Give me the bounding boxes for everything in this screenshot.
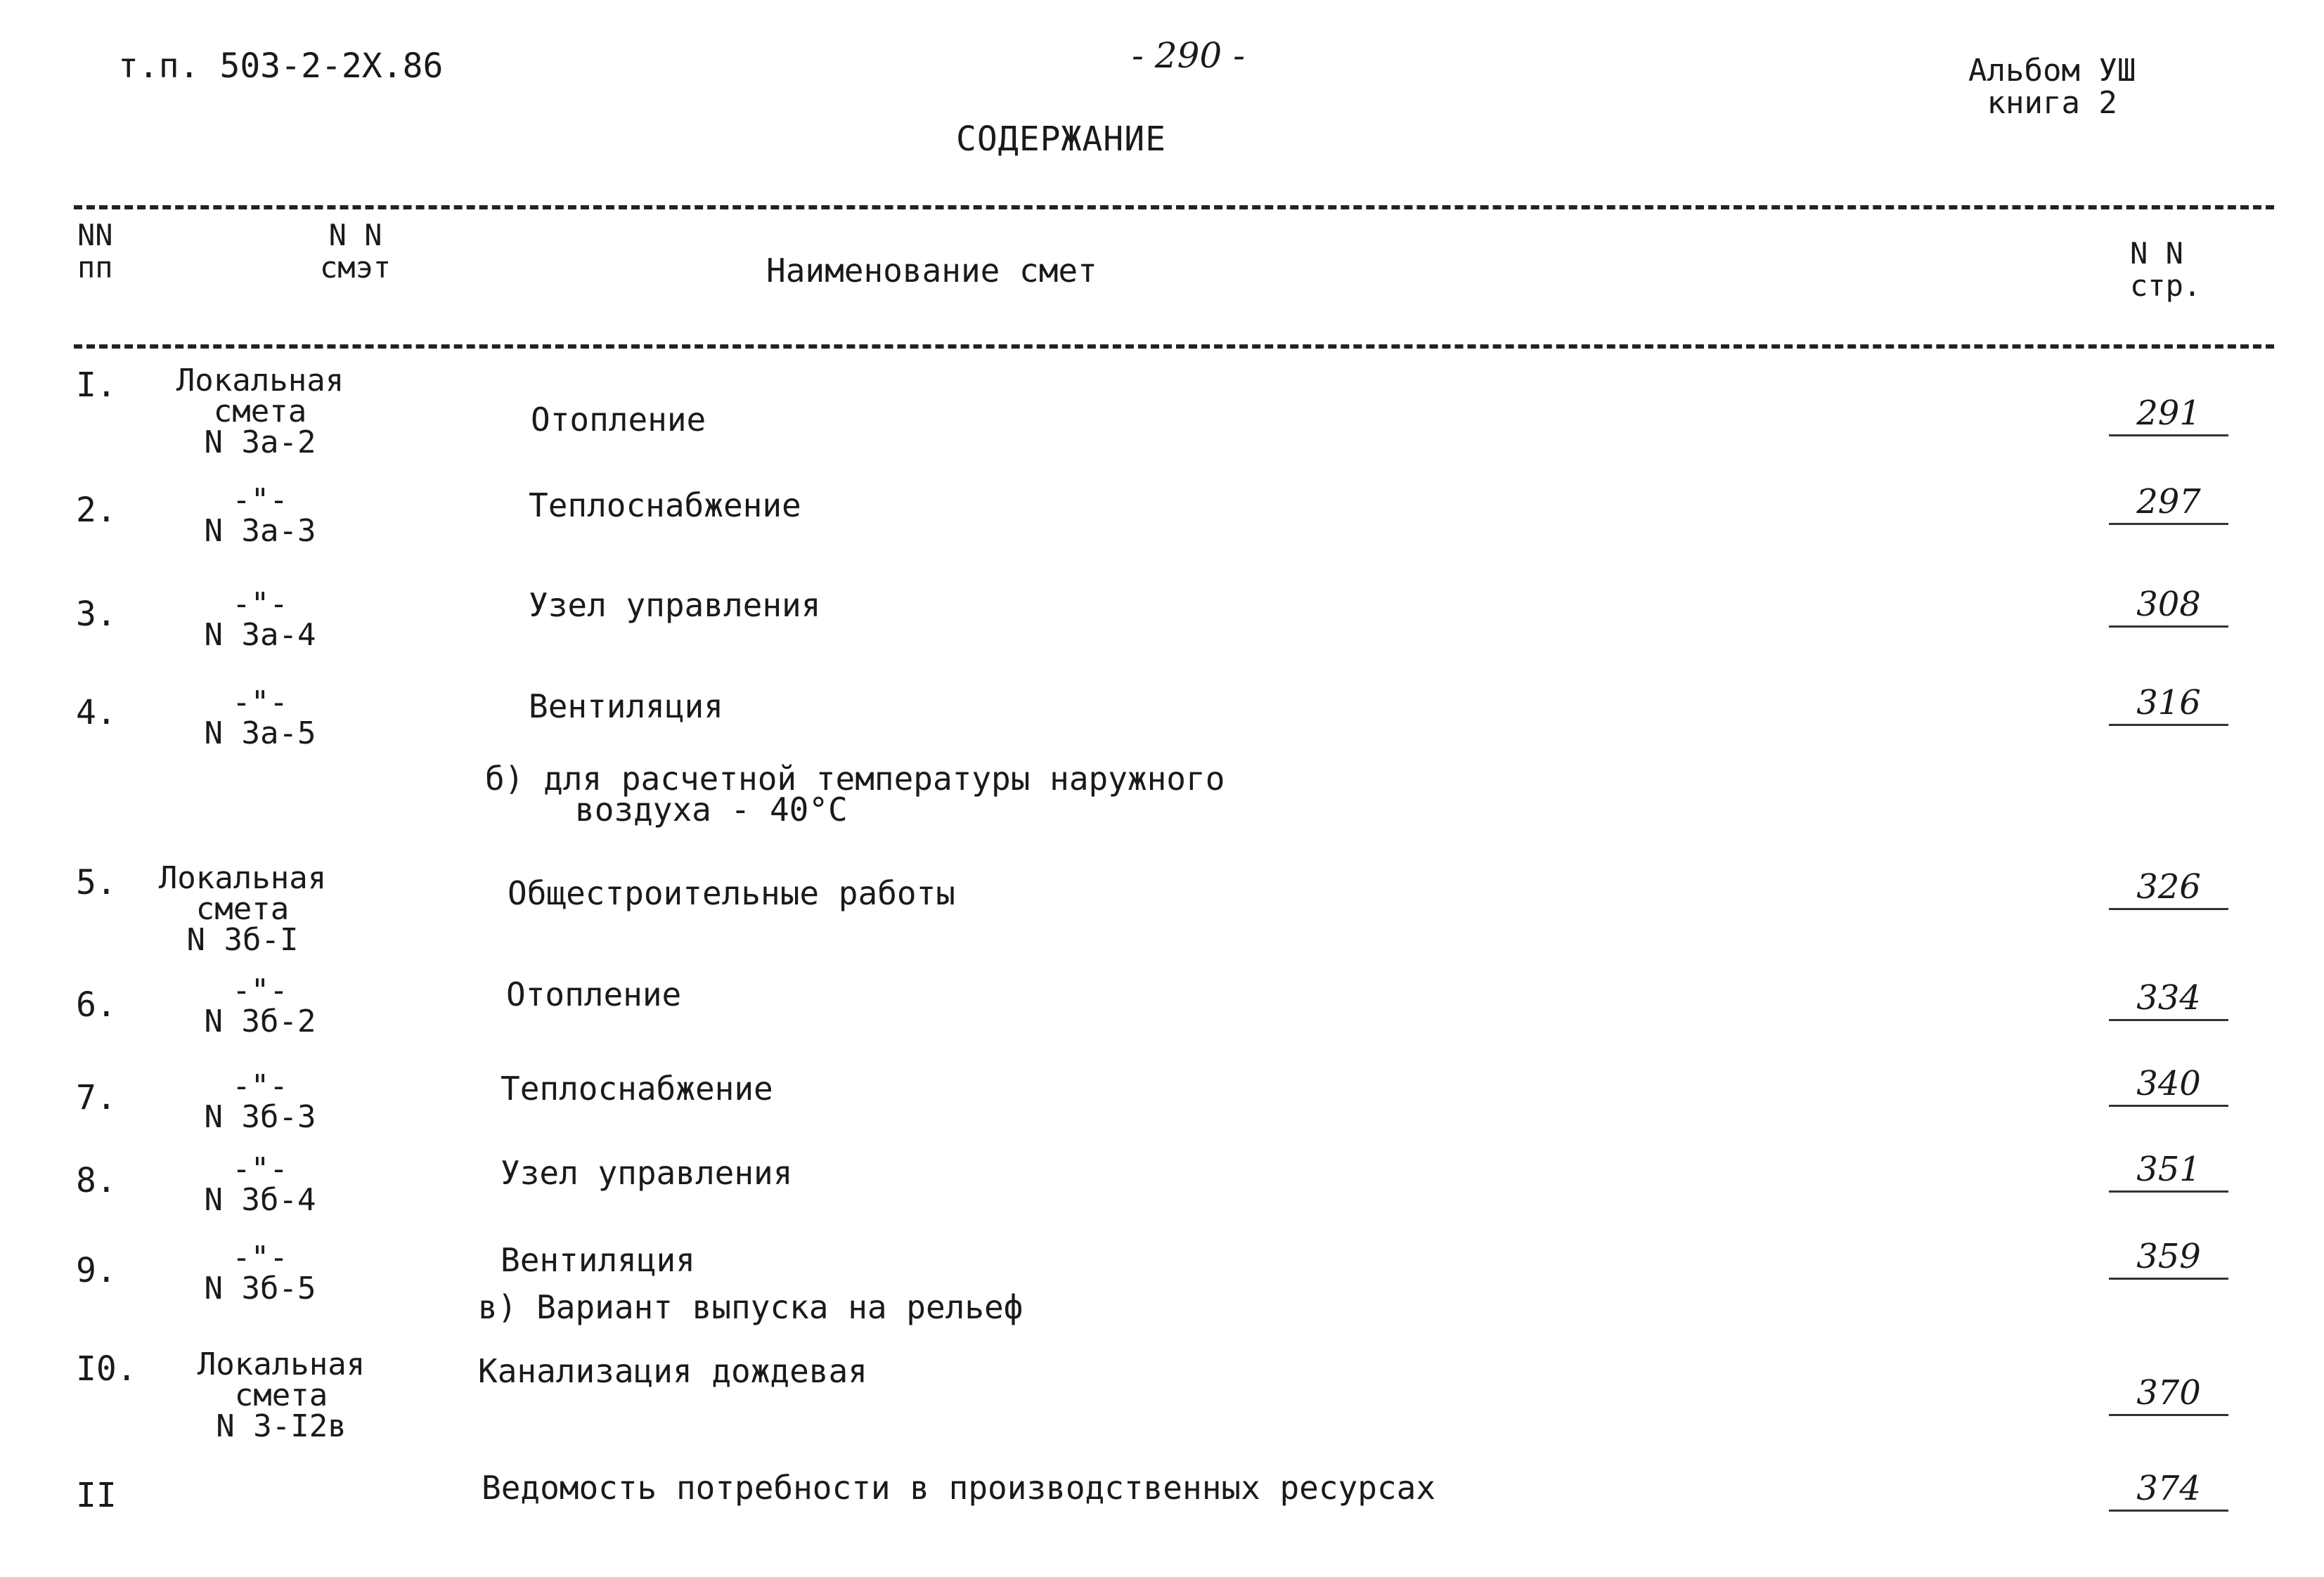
row-page: 316 bbox=[2109, 683, 2228, 726]
row-estimate-line: N 3б-5 bbox=[204, 1271, 316, 1306]
row-number: 7. bbox=[76, 1078, 117, 1117]
section-v-line: в) Вариант выпуска на рельеф bbox=[478, 1288, 1024, 1326]
row-estimate-line: Локальная bbox=[158, 860, 327, 896]
row-estimate-line: N 3б-2 bbox=[204, 1004, 316, 1039]
row-estimate-line: -"- bbox=[232, 973, 288, 1008]
row-estimate-line: смета bbox=[195, 891, 290, 927]
row-page: 340 bbox=[2109, 1064, 2228, 1107]
row-name: Общестроительные работы bbox=[508, 874, 955, 912]
row-estimate-line: -"- bbox=[232, 1068, 288, 1104]
row-name: Канализация дождевая bbox=[478, 1352, 867, 1390]
section-b-line-1: б) для расчетной температуры наружного bbox=[485, 760, 1225, 798]
row-number: 3. bbox=[76, 595, 117, 634]
row-page: 374 bbox=[2109, 1469, 2228, 1512]
row-page: 308 bbox=[2109, 585, 2228, 628]
row-estimate bbox=[148, 586, 373, 653]
row-estimate-line: -"- bbox=[232, 586, 288, 622]
row-estimate bbox=[148, 482, 373, 549]
row-estimate-line: смета bbox=[213, 394, 307, 429]
column-header-estimate bbox=[320, 219, 391, 284]
row-number: 6. bbox=[76, 985, 117, 1025]
dashed-rule-header-bottom bbox=[74, 344, 2274, 349]
album-label bbox=[1968, 55, 2136, 119]
page-number: - 290 - bbox=[1132, 35, 1245, 76]
row-estimate-line: -"- bbox=[232, 684, 288, 720]
row-number: I0. bbox=[76, 1349, 137, 1389]
row-estimate-line: N 3-I2в bbox=[216, 1408, 347, 1444]
row-page: 326 bbox=[2109, 867, 2228, 910]
row-estimate bbox=[130, 860, 355, 958]
row-estimate-line: N 3а-5 bbox=[204, 715, 316, 751]
row-estimate bbox=[148, 1068, 373, 1135]
row-page: 297 bbox=[2109, 482, 2228, 525]
column-header-number-line-1: NN bbox=[77, 218, 113, 252]
row-number: 2. bbox=[76, 491, 117, 530]
row-estimate-line: -"- bbox=[232, 1151, 288, 1187]
row-estimate-line: N 3б-I bbox=[186, 922, 299, 958]
row-name: Отопление bbox=[531, 401, 706, 439]
row-number: 5. bbox=[76, 863, 117, 902]
row-estimate bbox=[148, 365, 373, 458]
row-name: Теплоснабжение bbox=[529, 486, 801, 524]
row-number: I. bbox=[76, 365, 117, 405]
column-header-name: Наименование смет bbox=[766, 252, 1097, 290]
column-header-page-line-1: N N bbox=[2130, 236, 2183, 271]
row-page: 291 bbox=[2109, 394, 2228, 436]
row-name: Вентиляция bbox=[529, 687, 723, 725]
row-estimate-line: -"- bbox=[232, 1240, 288, 1276]
row-page: 370 bbox=[2109, 1373, 2228, 1416]
column-header-number-line-2: пп bbox=[77, 250, 113, 285]
column-header-page bbox=[2130, 238, 2201, 302]
section-b-heading bbox=[485, 760, 1225, 829]
row-estimate bbox=[148, 975, 373, 1037]
album-line-1: Альбом УШ bbox=[1968, 53, 2136, 89]
row-estimate bbox=[148, 1151, 373, 1218]
row-estimate bbox=[148, 1242, 373, 1304]
row-number: 8. bbox=[76, 1161, 117, 1200]
row-name: Отопление bbox=[506, 975, 682, 1013]
document-title: СОДЕРЖАНИЕ bbox=[956, 119, 1166, 159]
row-estimate-line: -"- bbox=[232, 482, 288, 518]
row-number: II bbox=[76, 1476, 117, 1515]
row-number: 4. bbox=[76, 693, 117, 732]
section-b-line-2: воздуха - 40°С bbox=[575, 791, 848, 829]
row-estimate bbox=[169, 1346, 394, 1444]
row-name: Узел управления bbox=[501, 1154, 793, 1192]
column-header-estimate-line-2: смэт bbox=[320, 250, 392, 285]
row-name: Теплоснабжение bbox=[501, 1070, 773, 1108]
row-estimate-line: смета bbox=[234, 1377, 328, 1413]
row-estimate-line: Локальная bbox=[197, 1346, 366, 1382]
row-name: Узел управления bbox=[529, 586, 821, 624]
dashed-rule-top bbox=[74, 205, 2274, 209]
row-estimate-line: N 3а-3 bbox=[204, 513, 316, 549]
document-code: т.п. 503-2-2X.86 bbox=[118, 46, 444, 86]
row-name: Вентиляция bbox=[501, 1241, 695, 1279]
row-estimate-line: N 3а-4 bbox=[204, 617, 316, 653]
row-page: 351 bbox=[2109, 1150, 2228, 1193]
row-page: 334 bbox=[2109, 978, 2228, 1021]
row-page: 359 bbox=[2109, 1237, 2228, 1280]
section-v-heading bbox=[478, 1288, 1024, 1326]
album-line-2: книга 2 bbox=[1987, 85, 2117, 121]
row-estimate-line: N 3б-4 bbox=[204, 1182, 316, 1218]
column-header-number bbox=[77, 219, 113, 284]
column-header-page-line-2: стр. bbox=[2130, 268, 2202, 303]
row-number: 9. bbox=[76, 1251, 117, 1290]
row-estimate bbox=[148, 684, 373, 751]
row-estimate-line: Локальная bbox=[176, 363, 344, 398]
row-estimate-line: N 3а-2 bbox=[204, 424, 316, 460]
row-name: Ведомость потребности в производственных ресурсах bbox=[482, 1469, 1436, 1507]
row-estimate-line: N 3б-3 bbox=[204, 1099, 316, 1135]
column-header-estimate-line-1: N N bbox=[328, 218, 382, 252]
